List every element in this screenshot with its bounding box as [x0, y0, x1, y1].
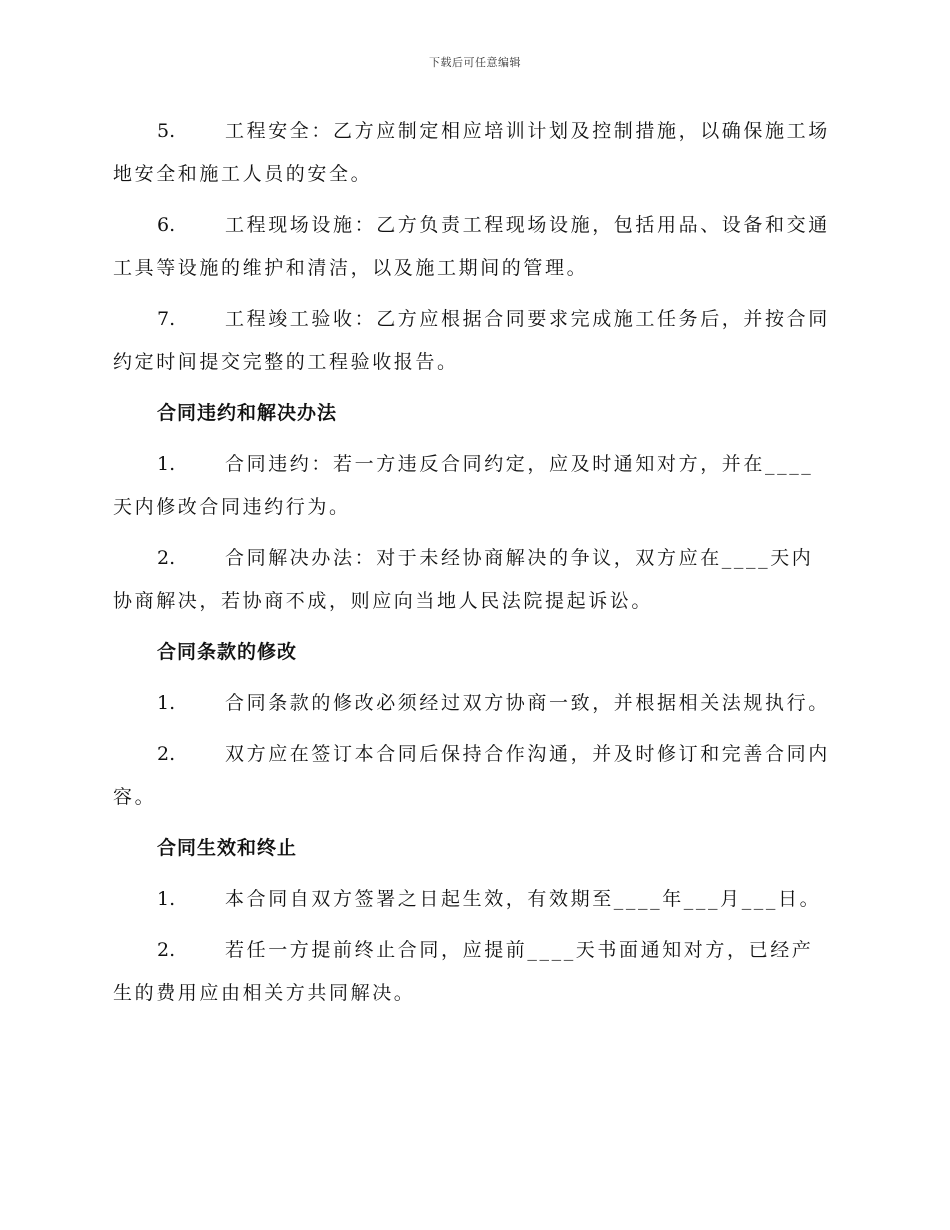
breach-clause-2: [113, 537, 833, 623]
clause-text: 合同解决办法：对于未经协商解决的争议，双方应在____天内协商解决，若协商不成，则应向当地人民法院提起诉讼。: [113, 547, 814, 612]
clause-text: 工程安全：乙方应制定相应培训计划及控制措施，以确保施工场地安全和施工人员的安全。: [113, 120, 830, 185]
clause-number: 5.: [157, 120, 176, 142]
clause-number: 2.: [157, 939, 176, 961]
clause-number: 1.: [157, 692, 176, 714]
section-heading-amendment: 合同条款的修改: [157, 641, 298, 663]
clause-text: 合同违约：若一方违反合同约定，应及时通知对方，并在____天内修改合同违约行为。: [113, 453, 814, 518]
clause-6: [113, 204, 833, 290]
clause-text: 合同条款的修改必须经过双方协商一致，并根据相关法规执行。: [225, 692, 830, 714]
clause-number: 7.: [157, 308, 176, 330]
breach-clause-1: [113, 443, 833, 529]
clause-number: 1.: [157, 453, 176, 475]
section-heading-breach: 合同违约和解决办法: [157, 402, 338, 424]
effect-clause-2: [113, 929, 833, 1015]
clause-text: 本合同自双方签署之日起生效，有效期至____年___月___日。: [225, 888, 822, 910]
effect-clause-1: [113, 878, 833, 921]
clause-5: [113, 110, 833, 196]
clause-number: 2.: [157, 547, 176, 569]
section-heading-effect: 合同生效和终止: [157, 837, 298, 859]
clause-7: [113, 298, 833, 384]
amendment-clause-2: [113, 733, 833, 819]
document-body: [113, 110, 833, 1023]
clause-number: 6.: [157, 214, 176, 236]
page-header: 下载后可任意编辑: [429, 56, 521, 69]
clause-text: 工程竣工验收：乙方应根据合同要求完成施工任务后，并按合同约定时间提交完整的工程验收报告。: [113, 308, 830, 373]
clause-number: 1.: [157, 888, 176, 910]
clause-text: 双方应在签订本合同后保持合作沟通，并及时修订和完善合同内容。: [113, 743, 830, 808]
clause-text: 工程现场设施：乙方负责工程现场设施，包括用品、设备和交通工具等设施的维护和清洁，以及施工期间的管理。: [113, 214, 830, 279]
clause-text: 若任一方提前终止合同，应提前____天书面通知对方，已经产生的费用应由相关方共同解决。: [113, 939, 814, 1004]
clause-number: 2.: [157, 743, 176, 765]
amendment-clause-1: [113, 682, 833, 725]
